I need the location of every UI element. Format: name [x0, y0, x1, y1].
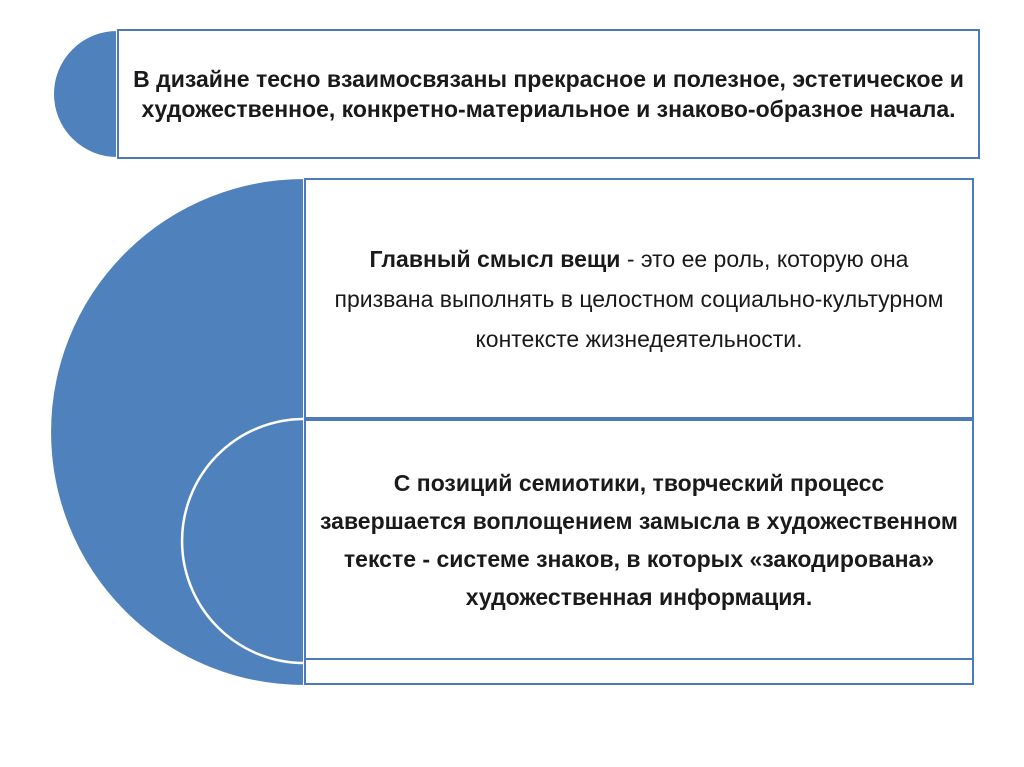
semiotics-text: С позиций семиотики, творческий процесс завершается воплощением замысла в художественном тексте - системе знаков, в которых «закодирована» художественная информация.	[320, 469, 958, 610]
semiotics-box	[304, 419, 974, 660]
bottom-frame-strip	[304, 660, 974, 685]
main-meaning-box	[304, 178, 974, 419]
top-statement-box	[117, 29, 980, 159]
main-meaning-term: Главный смысл вещи	[369, 245, 621, 272]
top-statement-text: В дизайне тесно взаимосвязаны прекрасное и полезное, эстетическое и художественное, конкретно-материальное и знаково-образное начала.	[133, 66, 964, 122]
main-meaning-definition: - это ее роль, которую она призвана выполнять в целостном социально-культурном контексте жизнедеятельности.	[334, 245, 944, 352]
main-meaning-text	[320, 239, 958, 359]
large-semicircle	[50, 178, 304, 686]
top-semicircle	[53, 30, 117, 158]
